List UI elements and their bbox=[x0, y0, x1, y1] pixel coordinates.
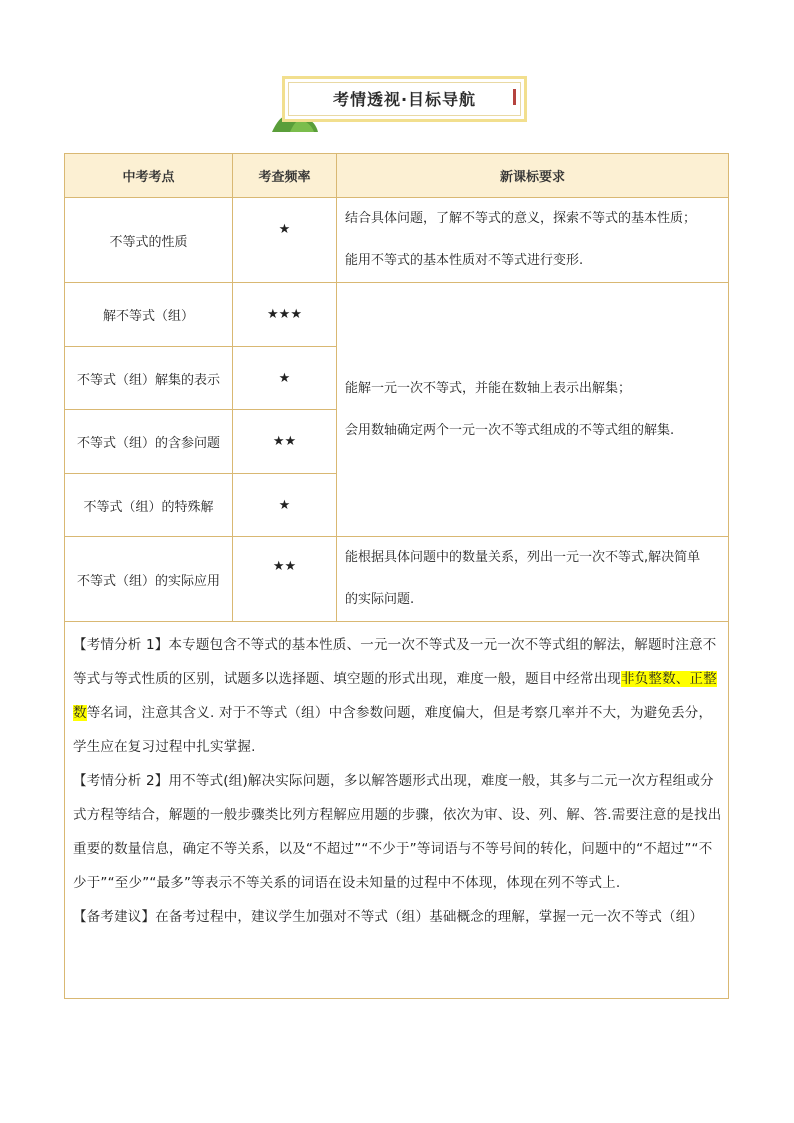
table-header-row bbox=[65, 154, 729, 198]
analysis-row bbox=[65, 622, 729, 999]
table-row bbox=[65, 198, 729, 283]
cell-point: 不等式（组）的实际应用 bbox=[65, 537, 233, 622]
cell-req: 结合具体问题，了解不等式的意义，探索不等式的基本性质； 能用不等式的基本性质对不等式进行变形. bbox=[337, 198, 729, 283]
cell-freq: ★★ bbox=[233, 410, 337, 474]
cell-freq: ★★★ bbox=[233, 283, 337, 347]
analysis-cell bbox=[65, 622, 729, 999]
cell-point: 不等式的性质 bbox=[65, 198, 233, 283]
cell-point: 不等式（组）解集的表示 bbox=[65, 347, 233, 410]
cell-freq: ★ bbox=[233, 474, 337, 537]
header-freq: 考查频率 bbox=[233, 154, 337, 198]
cell-req: 能根据具体问题中的数量关系，列出一元一次不等式,解决简单 的实际问题. bbox=[337, 537, 729, 622]
header-req: 新课标要求 bbox=[337, 154, 729, 198]
highlighted-terms: 非负整数、正整数 bbox=[73, 671, 717, 721]
cell-point: 不等式（组）的特殊解 bbox=[65, 474, 233, 537]
banner-frame bbox=[282, 76, 527, 122]
cell-freq: ★ bbox=[233, 198, 337, 283]
cell-point: 不等式（组）的含参问题 bbox=[65, 410, 233, 474]
banner-title: 考情透视·目标导航 bbox=[332, 90, 477, 109]
table-row bbox=[65, 283, 729, 347]
analysis-paragraph-1: 【考情分析 1】本专题包含不等式的基本性质、一元一次不等式及一元一次不等式组的解法，解题时注意不等式与等式性质的区别，试题多以选择题、填空题的形式出现，难度一般，题目中经常出现非负整数、正整数等名词，注意其含义. 对于不等式（组）中含参数问题，难度偏大，但是考察几率并不大，为避免丢分，学生应在复习过程中扎实掌握. bbox=[73, 637, 717, 755]
table-row bbox=[65, 537, 729, 622]
header-point: 中考考点 bbox=[65, 154, 233, 198]
analysis-paragraph-2: 【考情分析 2】用不等式(组)解决实际问题，多以解答题形式出现，难度一般，其多与二元一次方程组或分式方程等结合，解题的一般步骤类比列方程解应用题的步骤，依次为审、设、列、解、答.需要注意的是找出重要的数量信息，确定不等关系，以及“不超过”“不少于”等词语与不等号间的转化，问题中的“不超过”“不少于”“至少”“最多”等表示不等关系的词语在设未知量的过程中不体现，体现在列不等式上. bbox=[73, 773, 722, 891]
section-banner bbox=[272, 70, 534, 134]
cell-freq: ★★ bbox=[233, 537, 337, 622]
exam-points-table bbox=[64, 153, 729, 999]
cell-freq: ★ bbox=[233, 347, 337, 410]
banner-accent bbox=[513, 89, 516, 105]
cell-point: 解不等式（组） bbox=[65, 283, 233, 347]
cell-req-merged: 能解一元一次不等式，并能在数轴上表示出解集； 会用数轴确定两个一元一次不等式组成的不等式组的解集. bbox=[337, 283, 729, 537]
analysis-paragraph-3: 【备考建议】在备考过程中，建议学生加强对不等式（组）基础概念的理解，掌握一元一次不等式（组） bbox=[73, 909, 704, 925]
